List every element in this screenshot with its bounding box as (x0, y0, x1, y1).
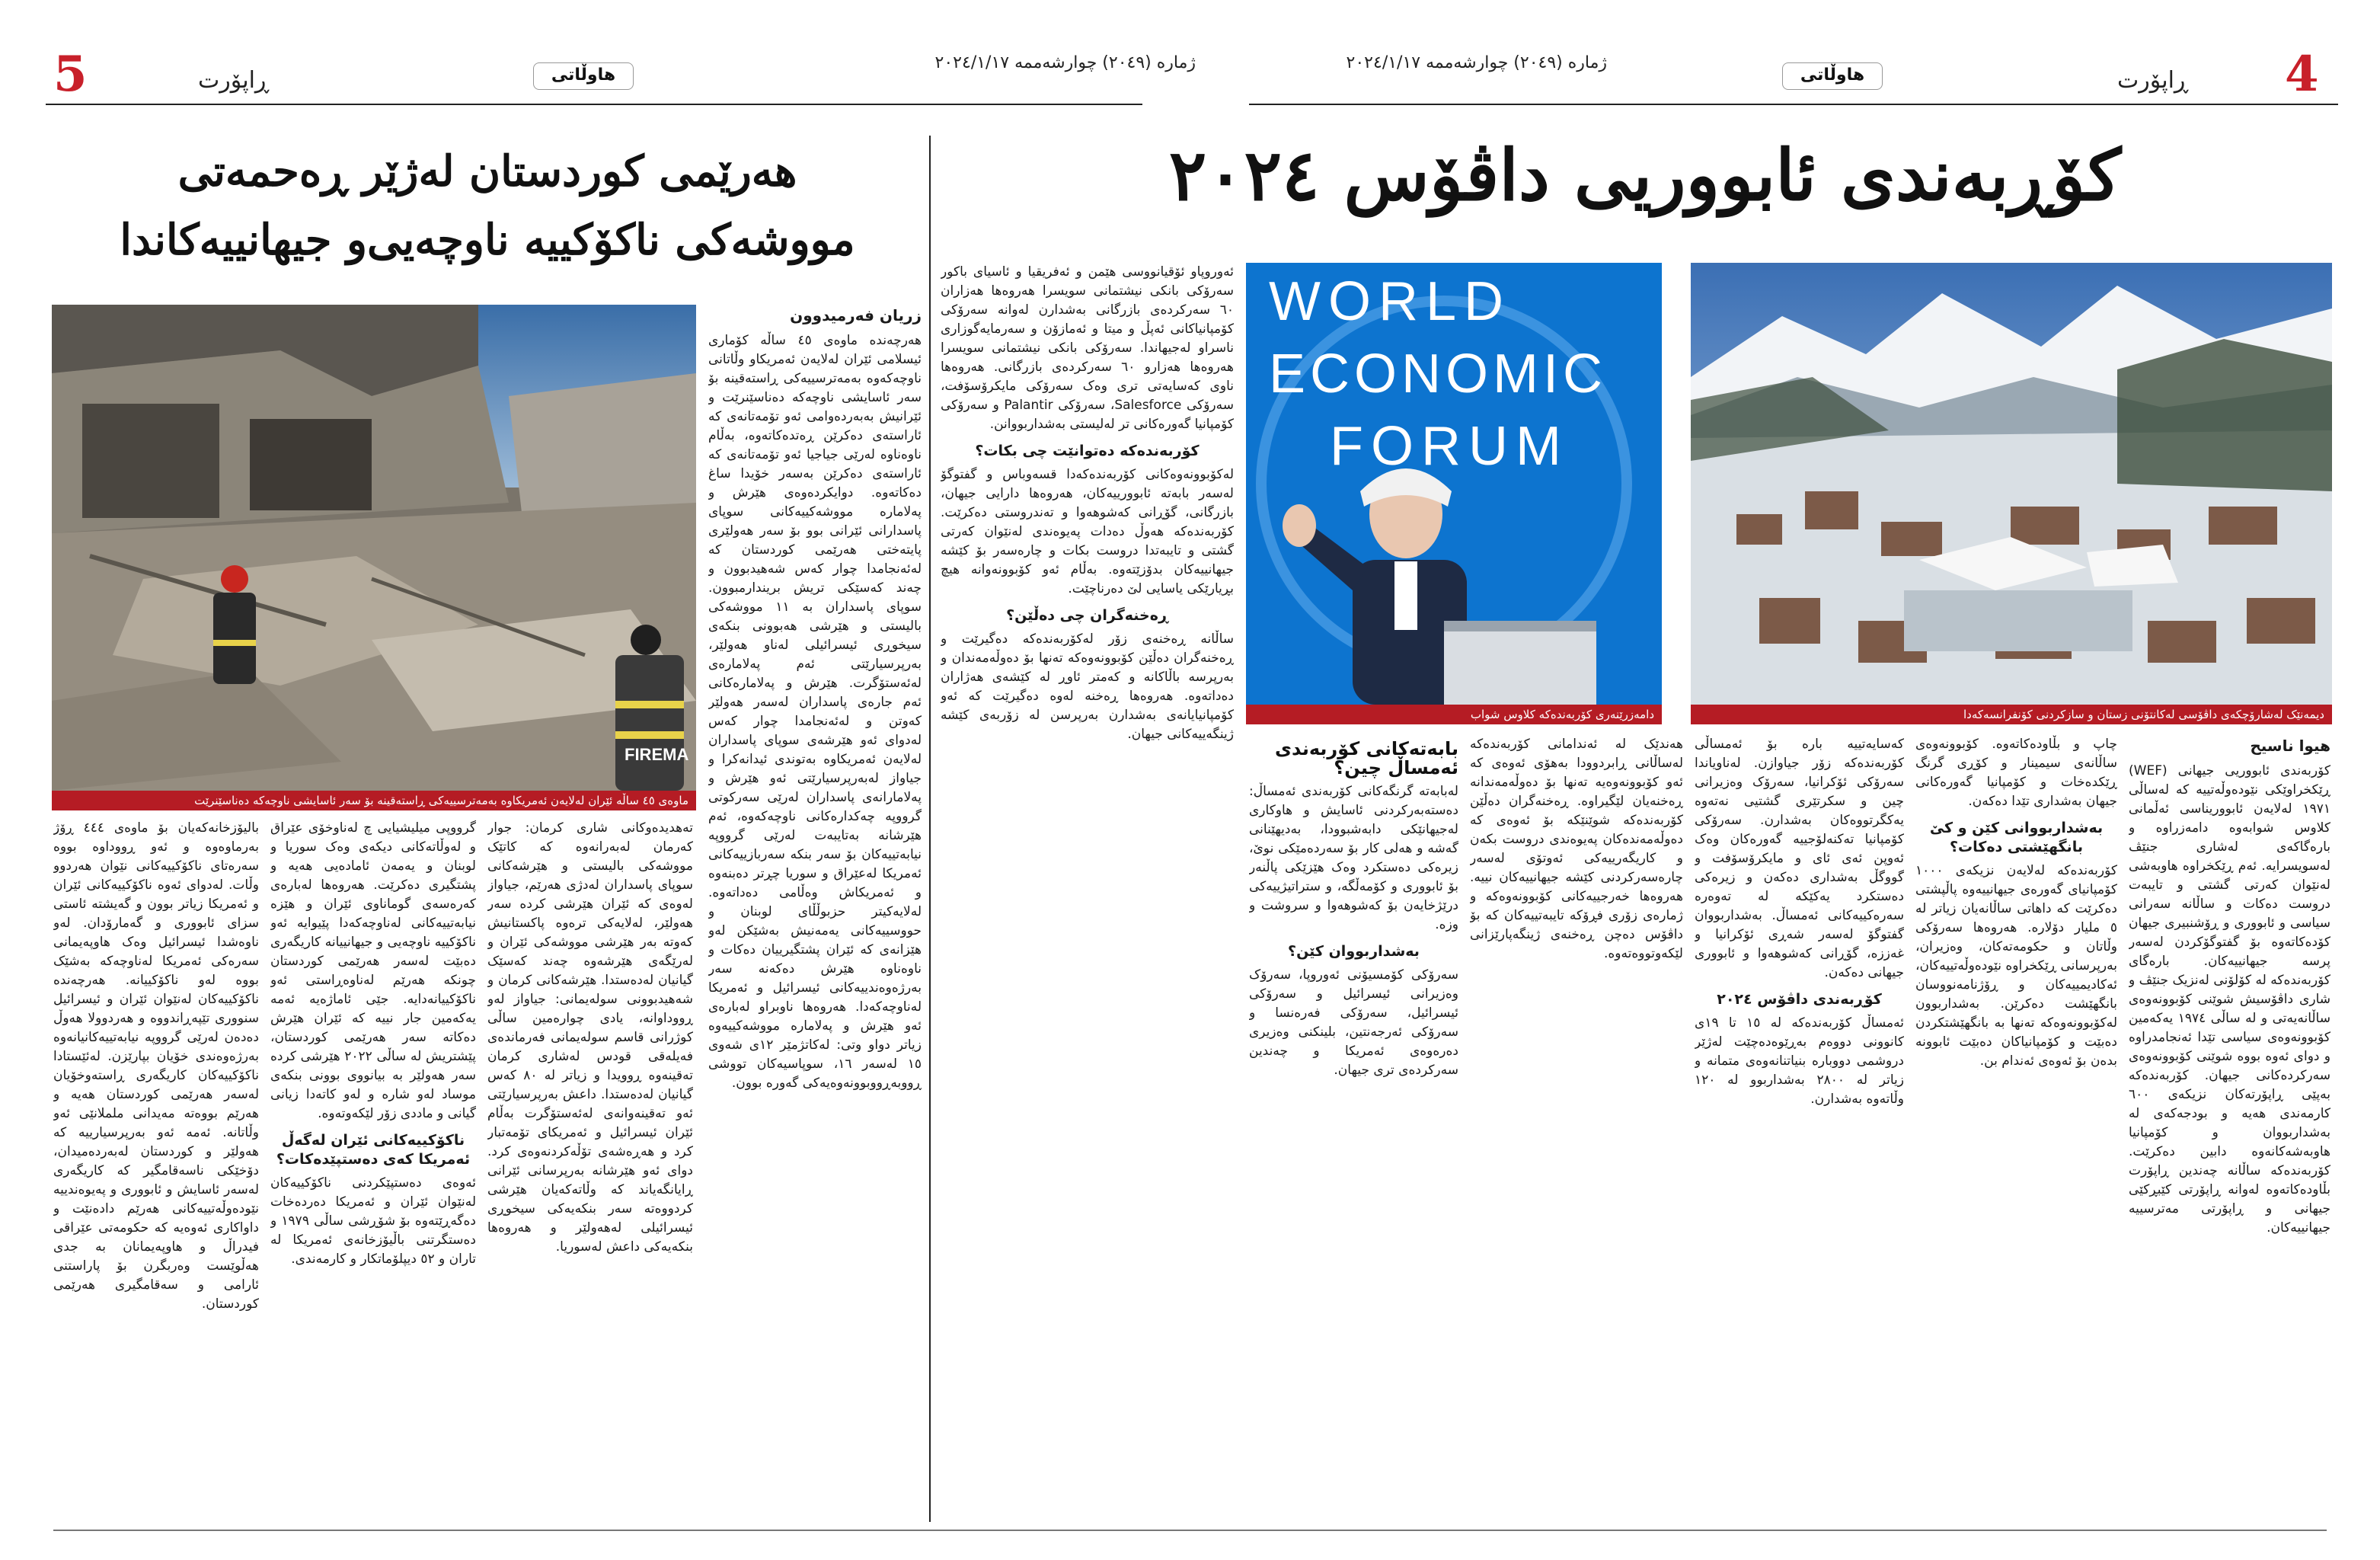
destroyed-building-photo (52, 305, 696, 791)
right-col1-text: کۆربەندی ئابووریی جیهانی (WEF) ڕێکخراوێکی نێودەوڵەتییە کە لەساڵی ١٩٧١ لەلایەن ئابووریناسی ئەڵمانی کلاوس شوابەوە دامەزراوە و بارەگاکەی لەشاری جنێڤ لەسویسرایە. ئەم ڕێکخراوە هاوبەشی لەنێوان کەرتی گشتی و تایبەت دروست دەکات و ساڵانە سەرانی سیاسی و ئابووری و ڕۆشنبیری جیهان کۆدەکاتەوە بۆ گفتوگۆکردن لەسەر پرسە جیهانییەکان. بارەگای کۆربەندەکە لە کۆلۆنی لەنزیک جنێڤ و شاری داڤۆسیش شوێنی کۆبوونەوەی ساڵانەیەتی و لە ساڵی ١٩٧٤ یەکەمین کۆبوونەوەی سیاسی تێدا ئەنجامدراوە و دوای ئەوە بووە شوێنی کۆبوونەوەی سەرکردەکانی جیهان. کۆربەندەکە بەپێی ڕاپۆرتەکان نزیکەی ٦٠٠ کارمەندی هەیە و بودجەکەی لە بەشداربووان و کۆمپانیا هاوبەشەکانەوە دابین دەکرێت. کۆربەندەکە ساڵانە چەندین ڕاپۆرت بڵاودەکاتەوە لەوانە ڕاپۆرتی کێبڕکێی جیهانی و ڕاپۆرتی مەترسییە جیهانییەکان. (2129, 763, 2330, 1236)
right-header-rule (1249, 104, 2338, 105)
rubble-scene-graphic (52, 305, 696, 791)
left-col3-text: تەهدیدەوکانی شاری کرمان: جوار کەرمان لەبەرانەوە کە کاتێک مووشەکی بالیستی و هێرشەکانی سوپای پاسداران لەدژی هەرێم، جیاواز لەوەی کە ئێران هێرشی کردە سەر هەولێر، لەلایەکی ترەوە پاکستانیش کەوتە بەر هێرشی مووشەکی ئێران و لەرێگەی هێرشەوە چەند کەسێک گیانیان لەدەستدا. هێرشەکانی کرمان و شەهیدبوونی سولەیمانی: جیاواز لەو ڕووداوانە، یادی چوارەمین ساڵی کوژرانی قاسم سولەیمانی فەرماندەی فەیلەقی قودس لەشاری کرمان تەقینەوە ڕوویدا و زیاتر لە ٨٠ کەس گیانیان لەدەستدا. داعش بەرپرسیارێتی ئەو تەقینەوانەی لەئەستۆگرت بەڵام ئێران ئیسرائیل و ئەمریکای تۆمەتبار کرد و هەڕەشەی تۆڵەکردنەوەی کرد. دوای ئەو هێرشانە بەرپرسانی ئێرانی ڕایانگەیاند کە وڵاتەکەیان هێرشی کردووەتە سەر بنکەیەکی سیخوڕی ئیسرائیلی لەهەولێر و هەروەها بنکەیەکی داعش لەسوریا. (487, 820, 693, 1255)
right-col2-text: چاپ و بڵاودەکاتەوە. کۆبوونەوەی ساڵانەی سیمینار و کۆڕی گرنگ ڕێکدەخات و کۆمپانیا گەورەکانی جیهان بەشداری تێدا دەکەن. (1915, 737, 2117, 809)
left-col2-text: لەدوای ئەو هێرشەی سوپای پاسداران لەلایەن ئەمریکاوە بەتوندی ئیدانەکرا و جیاواز لەبەرپرسیارێتی ئەو هێرش و پەلامارانەی پاسداران لەرێی سەرکوتی گرووپە چەکدارەکانی ناوچەکەوە، ئەم هێرشانە بەتایبەت لەرێی گرووپە نیابەتییەکان بۆ سەر بنکە سەربازییەکانی ئەمریکا لەعێراق و سوریا چڕتر دەبنەوە و ئەمریکاش وەڵامی دەداتەوە. لەلایەکیتر حزبوڵڵای لوبنان و حووسییەکانی یەمەنیش بەشێکن لەو هێزانەی کە ئێران پشتگیرییان دەکات و ناوەناوە هێرش دەکەنە سەر بەرژەوەندییەکانی ئیسرائیل و ئەمریکا لەناوچەکەدا. هەروەها ناوبراو لەبارەی ئەو هێرش و پەلامارە مووشەکییەوە زیاتر دواو وتی: لەکاتژمێر ١٢ی شەوی ١٥ لەسەر ١٦، سوپاسیەکان تووشی ڕووبەڕووبوونەوەیەکی گەورە بوون. (708, 733, 922, 1091)
davos-landscape-graphic (1691, 263, 2332, 705)
left-col4-text: گرووپی میلیشیایی چ لەناوخۆی عێراق و لەوڵاتەکانی دیکەی وەک سوریا و لوبنان و یەمەن ئامادەیی هەیە و پشتگیری دەکرێت. هەروەها لەبارەی کەرەسەی گوماناوی ئێران و هێزە نیابەتییەکانی لەناوچەکەدا پێیوایە ئەو ناکۆکییە ناوچەیی و جیهانییانە کاریگەری دەبێت لەسەر هەرێمی کوردستان چونکە هەرێم لەناوەڕاستی ئەو ناکۆکییانەدایە. جێی ئاماژەیە ئەمە یەکەمین جار نییە کە ئێران هێرش دەکاتە سەر هەرێمی کوردستان، پێشتریش لە ساڵی ٢٠٢٢ هێرشی کردە سەر هەولێر بە بیانووی بوونی بنکەی موساد لەو شارە و لەو کاتەدا زیانی گیانی و ماددی زۆر لێکەوتەوە. (270, 820, 476, 1121)
left-col3-subhead: ناکۆکییەکانی ئێران لەگەڵ ئەمریکا کەی دەستپێدەکات؟ (276, 1132, 471, 1168)
left-headline-line2: مووشەکی ناکۆکییە ناوچەیی‌و جیهانییەکاندا (120, 215, 855, 265)
right-col6 (941, 263, 1234, 1527)
davos-town-photo (1691, 263, 2332, 705)
firefighter-label: FIREMA (625, 745, 689, 764)
klaus-schwab-photo (1246, 263, 1662, 705)
right-logo: هاوڵاتی (1782, 62, 1883, 90)
left-col2 (708, 731, 922, 1523)
left-section-label: ڕاپۆرت (198, 67, 270, 94)
left-byline: زریان فەرمیدوون (790, 306, 922, 324)
left-headline-line1: هەرێمی کوردستان لەژێر ڕەحمەتی (177, 146, 797, 197)
right-col2-subhead2: کۆڕبەندی داڤۆس ٢٠٢٤ (1717, 991, 1882, 1008)
right-col3-text: کەسایەتییە بارە بۆ ئەمساڵی کۆربەندەکە زۆر جیاوازن. لەناویاندا سەرۆکی ئۆکرانیا، سەرۆک وەزیرانی چین و سکرتێری گشتیی نەتەوە یەکگرتووەکان بەشدارن. سەرۆکی کۆمپانیا تەکنەلۆجییە گەورەکان وەک ئەوپن ئەی ئای و مایکرۆسۆفت و گووگڵ بەشداری دەکەن و زیرەکی دەستکرد یەکێکە لە تەوەرە سەرەکییەکانی ئەمساڵ. بەشداربووان گفتوگۆ لەسەر شەڕی ئۆکرانیا و غەززە، گۆڕانی کەشوهەوا و ئابووری جیهانی دەکەن. (1695, 737, 1904, 980)
left-col5-text: بالیۆزخانەکەیان بۆ ماوەی ٤٤٤ ڕۆژ بەرماوەوە و ئەو ڕووداوە بووە سەرەتای ناکۆکییەکانی نێوان هەردوو وڵات. لەدوای ئەوە ناکۆکییەکانی ئێران و ئەمریکا زیاتر بوون و گەیشتە ئاستی سزای ئابووری و گەمارۆدان. لەو ناوەشدا ئیسرائیل وەک هاوپەیمانی سەرەکی ئەمریکا لەناوچەکە بەشێک بووە لەو ناکۆکییانە. هەرچەندە ناکۆکییەکان لەنێوان ئێران و ئیسرائیل سنووری تێپەڕاندووە و هەردوولا هەوڵ دەدەن لەرێی گرووپە نیابەتییەکانیانەوە بەرژەوەندی خۆیان بپارێزن. لەئێستادا ناکۆکییەکان کاریگەری ڕاستەوخۆیان لەسەر هەرێمی کوردستان هەیە و هەرێم بووەتە مەیدانی ململانێی ئەو وڵاتانە. ئەمە ئەو بەرپرسیارییە کە هەولێر و کوردستان لەبەردەمیدان، دۆخێکی ناسەقامگیر کە کاریگەری لەسەر ئاسایش و ئابووری و پەیوەندییە نێودەوڵەتییەکانی هەرێم دادەنێت و داواکاری ئەوەیە کە حکومەتی عێراقی فیدراڵ و هاوپەیمانان بە جدی هەڵوێست وەربگرن بۆ پاراستنی ئارامی و سەقامگیری هەرێمی کوردستان. (53, 820, 259, 1312)
right-page-number: 4 (2285, 46, 2319, 103)
right-photo1-caption: دیمەنێک لەشارۆچکەی داڤۆسی لەکانتۆنی زستان و سازکردنی کۆنفرانسەکەدا (1691, 705, 2332, 724)
left-issue-line: ژمارە (٢٠٤٩) چوارشەممە ٢٠٢٤/١/١٧ (934, 53, 1196, 72)
right-col6-subhead2: ڕەخنەگران چی دەڵێن؟ (1006, 607, 1168, 624)
right-col5-text-b: سەرۆکی کۆمسیۆنی ئەوروپا، سەرۆک وەزیرانی ئیسرائیل و سەرۆکی ئیسرائیل، سەرۆکی فەرەنسا و سەرۆکی ئەرجەنتین، بلینکنی وەزیری دەرەوەی ئەمریکا و چەندین سەرکردەی تری جیهان. (1249, 967, 1458, 1078)
gutter-rule (929, 136, 931, 1522)
left-page-number: 5 (53, 46, 88, 103)
left-col5 (53, 819, 259, 1527)
wef-logo-line3: FORUM (1330, 416, 1569, 477)
wef-logo-line2: ECONOMIC (1269, 344, 1607, 404)
right-photo2-caption: دامەزرێنەری کۆربەندەکە کلاوس شواب (1246, 705, 1662, 724)
right-col2 (1915, 735, 2117, 1527)
right-col6-text-c: ساڵانە ڕەخنەی زۆر لەکۆربەندەکە دەگیرێت و ڕەخنەگران دەڵێن کۆبوونەوەکە تەنها بۆ دەوڵەمەندان و بەرپرسە باڵاکانە و کەمتر ئاوڕ لە کێشەی هەژاران دەداتەوە. هەروەها ڕەخنە لەوە دەگیرێت کە ئەو کۆمپانیایانەی بەشدارن بەرپرسن لە زۆربەی کێشە ژینگەییەکانی جیهان. (941, 631, 1234, 742)
right-col2-text-b: کۆربەندەکە لەلایەن نزیکەی ١٠٠٠ کۆمپانیای گەورەی جیهانییەوە پاڵپشتی دەکرێت کە داهاتی ساڵانەیان زیاتر لە ٥ ملیار دۆلارە. هەروەها سەرۆکی وڵاتان و حکومەتەکان، وەزیران، بەرپرسانی ڕێکخراوە نێودەوڵەتییەکان، ئەکادیمییەکان و ڕۆژنامەنووسان بانگهێشت دەکرێن. بەشداربوون لەکۆبوونەوەکە تەنها بە بانگهێشتکردن دەبێت و کۆمپانیاکان دەبێت ئابوونە بدەن بۆ ئەوەی ئەندام بن. (1915, 863, 2117, 1069)
left-col4 (270, 819, 476, 1527)
right-col5 (1249, 735, 1458, 1527)
right-col6-text-b: لەکۆبوونەوەکانی کۆربەندەکەدا قسەوباس و گفتوگۆ لەسەر بابەتە ئابوورییەکان، هەروەها دارایی جیهان، بازرگانی، گۆڕانی کەشوهەوا و تەندروستی دەکرێت. کۆربەندەکە هەوڵ دەدات پەیوەندی لەنێوان کەرتی گشتی و تایبەتدا دروست بکات و چارەسەر بۆ کێشە جیهانییەکان بدۆزێتەوە. بەڵام ئەو کۆبوونەوانە هیچ بڕیارێکی یاسایی لێ دەرناچێت. (941, 467, 1234, 596)
left-byline-column (708, 305, 922, 731)
right-section-label: ڕاپۆرت (2117, 67, 2189, 94)
right-col2-text-c: ئەمساڵ کۆربەندەکە لە ١٥ تا ١٩ی کانوونی دووەم بەڕێوەدەچێت لەژێر دروشمی دووبارە بنیاتنانەوەی متمانە و زیاتر لە ٢٨٠٠ بەشداربوو لە ١٢٠ وڵاتەوە بەشدارن. (1695, 1015, 1904, 1107)
right-col5-text: لەبابەتە گرنگەکانی کۆربەندی ئەمساڵ: دەستەبەرکردنی ئاسایش و هاوکاری لەجیهانێکی دابەشبوودا، بەدیهێنانی گەشە و هەلی کار بۆ سەردەمێکی نوێ، زیرەکی دەستکرد وەک هێزێکی پاڵنەر بۆ ئابووری و کۆمەڵگە، و ستراتیژییەکی درێژخایەن بۆ کەشوهەوا و سروشت و وزە. (1249, 784, 1458, 932)
left-col1-text: هەرچەندە ماوەی ٤٥ ساڵە کۆماری ئیسلامی ئێران لەلایەن ئەمریکاو وڵاتانی ناوچەکەوە بەمەترسییەکی ڕاستەقینە بۆ سەر ئاسایشی ناوچەکە دەناسێنرێت و ئێرانیش بەبەردەوامی ئەو تۆمەتانەی کە ئاراستەی دەکرێن ڕەتدەکاتەوە، بەڵام ناوەناوە لەرێی جیاجیا ئەو تۆمەتانەی کە ئاراستەی دەکرێن بەسەر خۆیدا ساغ دەکاتەوە. دوایکردەوەی هێرش و پەلامارە مووشەکییەکانی سوپای پاسدارانی ئێرانی بوو بۆ سەر هەولێری پایتەختی هەرێمی کوردستان کە لەئەنجامدا چوار کەس شەهیدبوون و چەند کەسێکی تریش بریندارمبوون. سوپای پاسداران بە ١١ مووشەکی بالیستی و هێرشی هەبوونی بنکەی سیخوڕی ئیسرائیلی لەناو هەولێر، بەرپرسیارێتی ئەم پەلامارەی لەئەستۆگرت. هێرش و پەلامارەکانی ئەم جارەی پاسداران لەسەر هەولێر کەوتن و لەئەنجامدا چوار کەس (708, 333, 922, 729)
right-col1 (2129, 735, 2330, 1527)
left-logo: هاوڵاتی (533, 62, 634, 90)
right-col6-subhead: کۆربەندەکە دەتوانێت چی بکات؟ (975, 443, 1200, 459)
right-col2-subhead: بەشداربووانی کێن و کێ بانگهێشتی دەکات؟ (1929, 820, 2104, 855)
right-issue-line: ژمارە (٢٠٤٩) چوارشەممە ٢٠٢٤/١/١٧ (1346, 53, 1607, 72)
right-col6-text: ئەوروپاو ئۆقیانووسی هێمن و ئەفریقیا و ئاسیای باکور سەرۆکی بانکی نیشتمانی سویسرا هەروەها هەزاران ٦٠ سەرکردەی بازرگانی بەشدارن لەوانە سەرۆکی کۆمپانیاکانی ئەپڵ و میتا و ئەمازۆن و سەرمایەگوزاری ناسراو لەجیهاندا. سەرۆکی بانکی نیشتمانی سویسرا هەروەها هەزارو ٦٠ سەرکردەی بازرگانی. هەروەها ناوی کەسایەتی تری وەک سەرۆکی مایکرۆسۆفت، سەرۆکی Salesforce، سەرۆکی Palantir و سەرۆکی کۆمپانیا گەورەکانی تر لەلیستی بەشداربووانن. (941, 264, 1234, 432)
right-byline: هیوا ناسیح (2250, 737, 2330, 755)
bottom-rule (53, 1530, 2327, 1531)
right-col4-text: هەندێک لە ئەندامانی کۆربەندەکە لەساڵانی ڕابردوودا بەهۆی ئەوەی کە ئەو کۆبوونەوەیە تەنها بۆ دەوڵەمەندانە ڕەخنەیان لێگیراوە. ڕەخنەگران دەڵێن کۆربەندەکە شوێنێکە بۆ ئەوەی کە دەوڵەمەندەکان پەیوەندی دروست بکەن و کاریگەرییەکی ئەوتۆی لەسەر چارەسەرکردنی کێشە جیهانییەکان نییە. هەروەها خەرجییەکانی کۆبوونەوەکە و ژمارەی زۆری فڕۆکە تایبەتییەکان کە بۆ داڤۆس دەچن ڕەخنەی ژینگەپارێزانی لێکەوتووەتەوە. (1470, 737, 1683, 961)
right-headline: کۆڕبەندی ئابووریی داڤۆس ٢٠٢٤ (1168, 134, 2122, 216)
right-col3 (1695, 735, 1904, 1527)
left-photo-caption: ماوەی ٤٥ ساڵە ئێران لەلایەن ئەمریکاوە بەمەترسییەکی ڕاستەقینە بۆ سەر ئاسایشی ناوچەکە دەناسێنرێت (52, 791, 696, 810)
right-col5-subhead2: بەشداربووان کێن؟ (1288, 943, 1420, 960)
wef-logo-line1: WORLD (1269, 271, 1511, 332)
right-col5-subhead: بابەتەکانی کۆربەندی ئەمساڵ چین؟ (1274, 738, 1458, 778)
left-header-rule (46, 104, 1142, 105)
right-col4 (1470, 735, 1683, 1527)
left-col3-text-b: ئەوەی دەستپێکردنی ناکۆکییەکان لەنێوان ئێران و ئەمریکا دەردەخات دەگەڕێتەوە بۆ شۆڕشی ساڵی ١٩٧٩ و دەستگرتنی باڵیۆزخانەی ئەمریکا لە تاران و ٥٢ دیپلۆماتکار و کارمەندی. (270, 1175, 476, 1267)
left-col3 (487, 819, 693, 1527)
